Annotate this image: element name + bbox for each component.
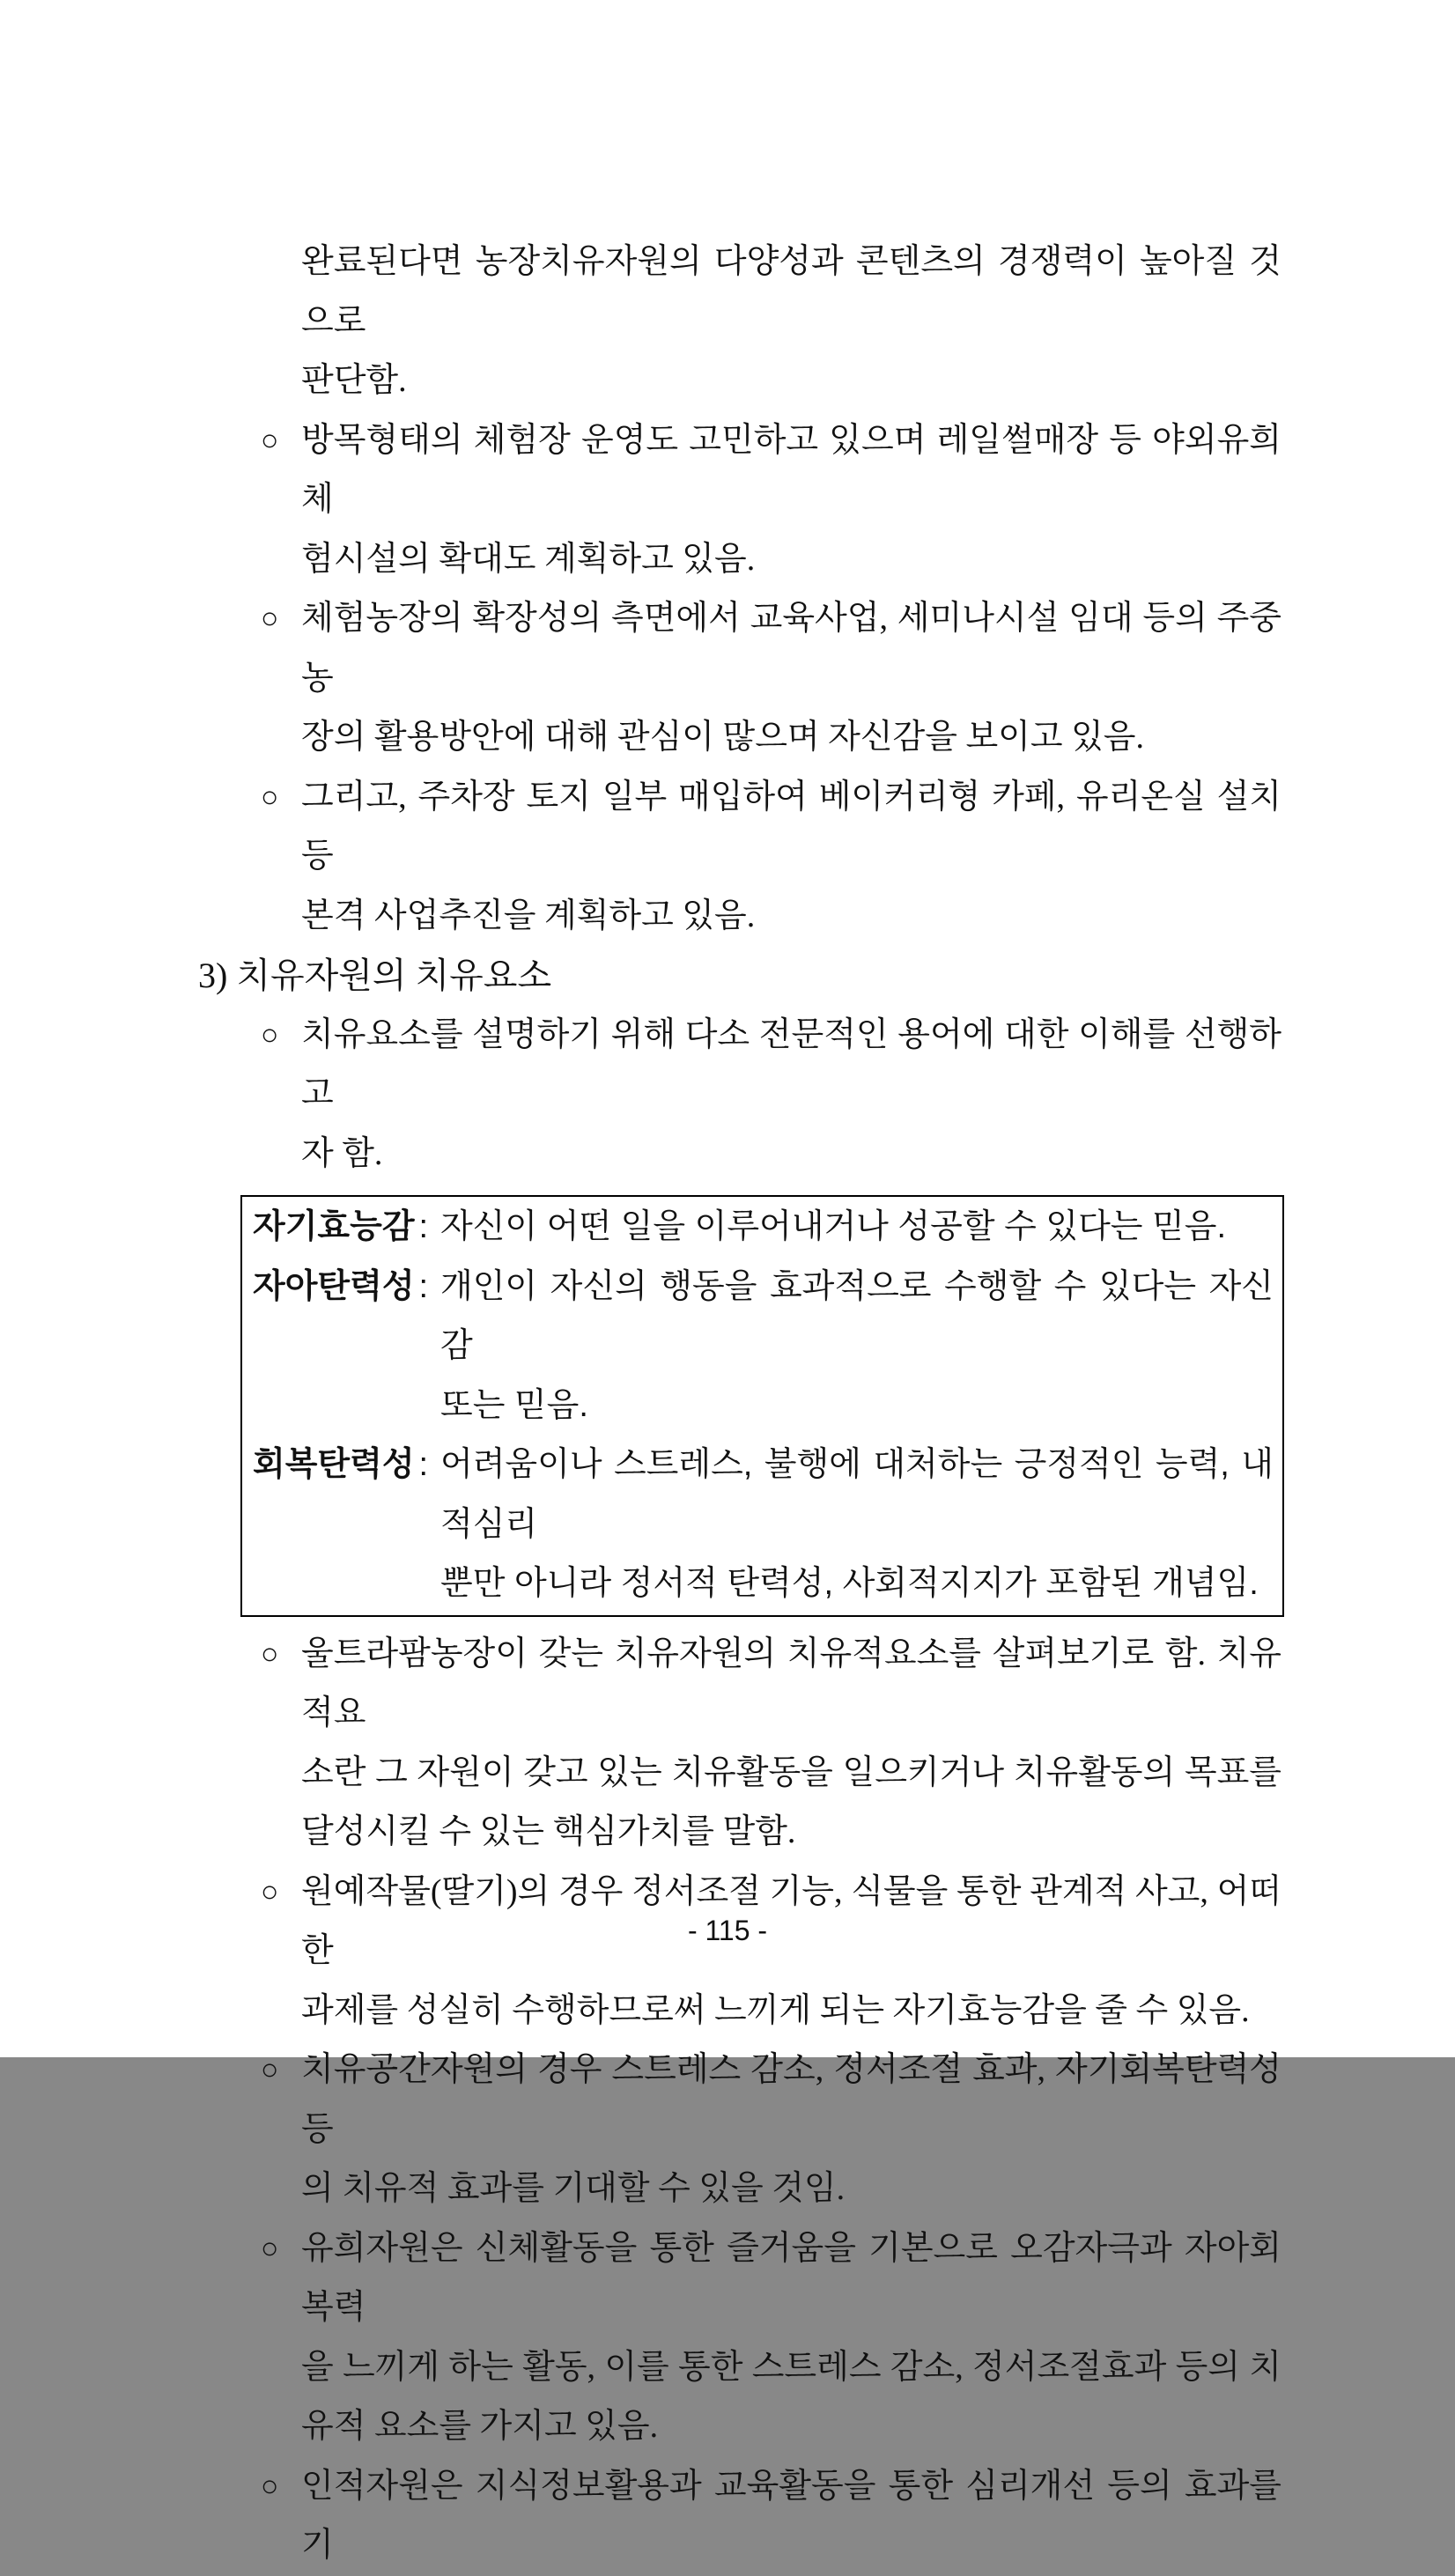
circle-bullet-icon: ○ (261, 1875, 279, 1908)
definition-colon: : (418, 1446, 428, 1483)
definition-colon: : (418, 1267, 428, 1305)
definition-box (240, 1195, 1284, 1617)
bullet-paragraph (261, 2457, 1281, 2576)
definition-line: 어려움이나 스트레스, 불행에 대처하는 긍정적인 능력, 내적심리 (440, 1446, 1274, 1543)
paragraph-line: 의 치유적 효과를 기대할 수 있을 것임. (301, 2170, 846, 2207)
page-number: - 115 - (687, 1915, 768, 1946)
bullet-paragraph (261, 1625, 1281, 1863)
paragraph-line: 험시설의 확대도 계획하고 있음. (301, 540, 756, 578)
bullet-paragraph (261, 1863, 1281, 2041)
bullet-paragraph (261, 411, 1281, 590)
paragraph-line: 인적자원은 지식정보활용과 교육활동을 통한 심리개선 등의 효과를 기 (301, 2467, 1281, 2564)
bullet-paragraph (261, 768, 1281, 947)
paragraph-line: 달성시킬 수 있는 핵심가치를 말함. (301, 1813, 796, 1850)
definition-line: 자신이 어떤 일을 이루어내거나 성공할 수 있다는 믿음. (440, 1208, 1227, 1245)
circle-bullet-icon: ○ (261, 1637, 279, 1671)
definition-text (430, 1258, 1274, 1436)
definition-term-label: 자아탄력성 (253, 1267, 415, 1305)
circle-bullet-icon: ○ (261, 780, 279, 814)
bullet-paragraph (261, 2041, 1281, 2219)
definition-text (430, 1436, 1274, 1614)
definition-line: 뿐만 아니라 정서적 탄력성, 사회적지지가 포함된 개념임. (440, 1565, 1259, 1602)
circle-bullet-icon: ○ (261, 602, 279, 635)
paragraph-line: 소란 그 자원이 갖고 있는 치유활동을 일으키거나 치유활동의 목표를 (301, 1753, 1281, 1791)
definition-entry (253, 1436, 1274, 1614)
circle-bullet-icon: ○ (261, 2232, 279, 2265)
paragraph-line: 방목형태의 체험장 운영도 고민하고 있으며 레일썰매장 등 야외유희체 (301, 421, 1281, 518)
paragraph-line: 장의 활용방안에 대해 관심이 많으며 자신감을 보이고 있음. (301, 719, 1144, 756)
paragraph-line: 치유공간자원의 경우 스트레스 감소, 정서조절 효과, 자기회복탄력성 등 (301, 2051, 1281, 2148)
continuation-paragraph (301, 233, 1281, 411)
definition-entry (253, 1198, 1274, 1258)
paragraph-line: 체험농장의 확장성의 측면에서 교육사업, 세미나시설 임대 등의 주중 농 (301, 600, 1281, 697)
section-heading: 3) 치유자원의 치유요소 (198, 956, 552, 995)
bullet-paragraph (261, 1006, 1281, 1185)
paragraph-line: 판단함. (301, 362, 407, 399)
paragraph-line: 유적 요소를 가지고 있음. (301, 2408, 659, 2445)
definition-term (253, 1198, 430, 1258)
paragraph-line: 자 함. (301, 1134, 383, 1172)
bullet-paragraph (261, 2219, 1281, 2457)
circle-bullet-icon: ○ (261, 424, 279, 457)
paragraph-line: 울트라팜농장이 갖는 치유자원의 치유적요소를 살펴보기로 함. 치유적요 (301, 1635, 1281, 1731)
circle-bullet-icon: ○ (261, 2054, 279, 2086)
circle-bullet-icon: ○ (261, 2469, 279, 2503)
paragraph-line: 과제를 성실히 수행하므로써 느끼게 되는 자기효능감을 줄 수 있음. (301, 1991, 1250, 2029)
definition-term (253, 1258, 430, 1436)
paragraph-line: 완료된다면 농장치유자원의 다양성과 콘텐츠의 경쟁력이 높아질 것으로 (301, 243, 1281, 340)
definition-line: 또는 믿음. (440, 1386, 588, 1424)
paragraph-line: 유희자원은 신체활동을 통한 즐거움을 기본으로 오감자극과 자아회복력 (301, 2229, 1281, 2326)
definition-line: 개인이 자신의 행동을 효과적으로 수행할 수 있다는 자신감 (440, 1267, 1274, 1364)
definition-term-label: 회복탄력성 (253, 1446, 415, 1483)
paragraph-line: 치유요소를 설명하기 위해 다소 전문적인 용어에 대한 이해를 선행하고 (301, 1015, 1281, 1112)
paragraph-line: 을 느끼게 하는 활동, 이를 통한 스트레스 감소, 정서조절효과 등의 치 (301, 2348, 1281, 2386)
circle-bullet-icon: ○ (261, 1018, 279, 1052)
definition-entry (253, 1258, 1274, 1436)
bullet-paragraph (261, 589, 1281, 768)
definition-term (253, 1436, 430, 1614)
paragraph-line: 원예작물(딸기)의 경우 정서조절 기능, 식물을 통한 관계적 사고, 어떠한 (301, 1872, 1281, 1969)
definition-term-label: 자기효능감 (253, 1208, 415, 1245)
definition-colon: : (418, 1208, 428, 1245)
paragraph-line: 그리고, 주차장 토지 일부 매입하여 베이커리형 카페, 유리온실 설치 등 (301, 778, 1281, 875)
definition-text (430, 1198, 1274, 1258)
paragraph-line: 본격 사업추진을 계획하고 있음. (301, 897, 756, 934)
